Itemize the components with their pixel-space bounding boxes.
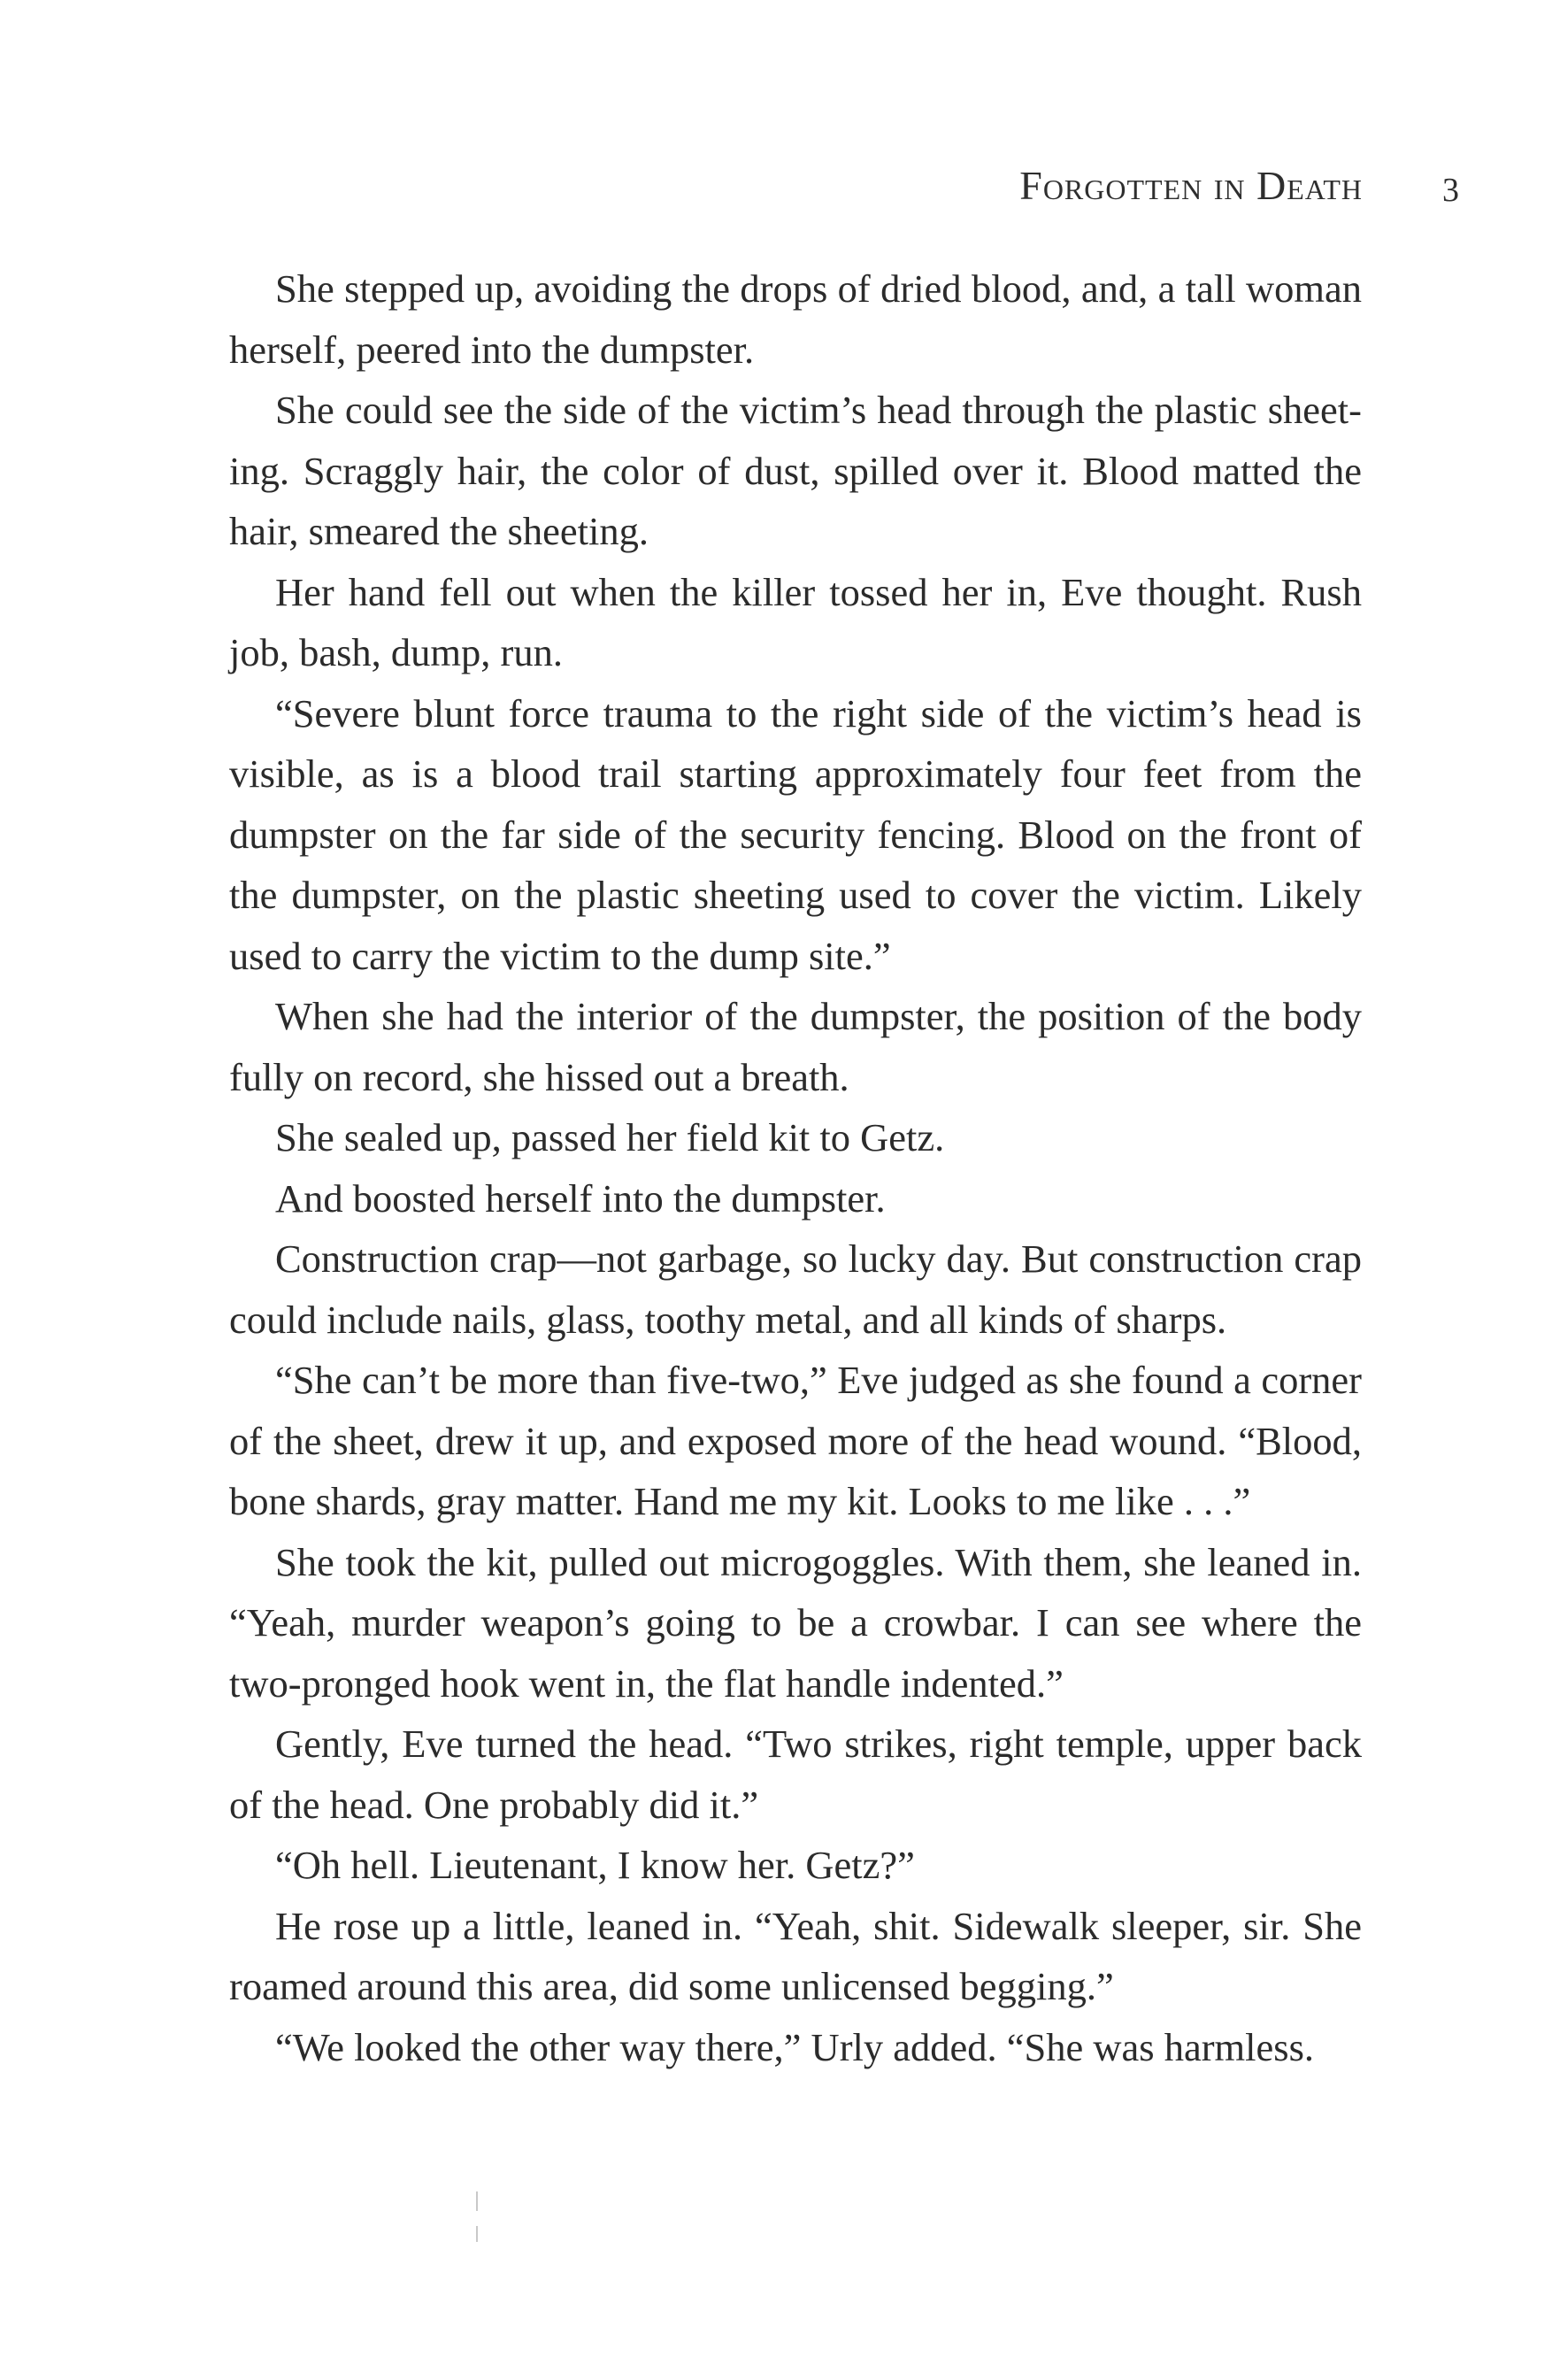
- running-head-title: Forgotten in Death: [1019, 163, 1363, 208]
- paragraph: “We looked the other way there,” Urly added. “She was harmless.: [275, 2024, 1315, 2069]
- paragraph: “Severe blunt force trauma to the right side of the victim’s head is visible, as is a blood trail starting approximately four feet from the dumpster on the far side of the security fencing. Blood on the front of the dumpster, on the plastic sheeting used to cover the victim. Likely used to carry the victim to the dump site.”: [229, 690, 1362, 978]
- paragraph: “Oh hell. Lieutenant, I know her. Getz?”: [275, 1843, 915, 1887]
- body-text: [229, 258, 1362, 2077]
- paragraph: He rose up a little, leaned in. “Yeah, shit. Sidewalk sleeper, sir. She roamed around this area, did some unlicensed begging.”: [229, 1903, 1362, 2008]
- paragraph: Her hand fell out when the killer tossed her in, Eve thought. Rush job, bash, dump, run.: [229, 569, 1362, 674]
- paragraph: She could see the side of the victim’s head through the plastic sheeting. Scraggly hair, the color of dust, spilled over it. Blood matted the hair, smeared the sheeting.: [229, 388, 1362, 553]
- paragraph: And boosted herself into the dumpster.: [275, 1175, 886, 1221]
- scan-artifact-line: [476, 2191, 478, 2211]
- paragraph: She sealed up, passed her field kit to Getz.: [275, 1115, 945, 1159]
- paragraph: When she had the interior of the dumpster, the position of the body fully on record, she hissed out a breath.: [229, 994, 1362, 1099]
- paragraph: She stepped up, avoiding the drops of dried blood, and, a tall woman herself, peered into the dumpster.: [229, 266, 1362, 372]
- paragraph: Gently, Eve turned the head. “Two strikes, right temple, upper back of the head. One probably did it.”: [229, 1721, 1362, 1827]
- paragraph: Construction crap—not garbage, so lucky day. But construction crap could include nails, glass, toothy metal, and all kinds of sharps.: [229, 1236, 1362, 1342]
- paragraph: “She can’t be more than five-two,” Eve judged as she found a corner of the sheet, drew it up, and exposed more of the head wound. “Blood, bone shards, gray matter. Hand me my kit. Looks to me like . . .”: [229, 1358, 1362, 1523]
- paragraph: She took the kit, pulled out microgoggles. With them, she leaned in. “Yeah, murder weapon’s going to be a crowbar. I can see where the two-pronged hook went in, the flat handle indented.”: [229, 1539, 1362, 1706]
- scan-artifact-line: [476, 2226, 478, 2242]
- page-number: 3: [1442, 172, 1459, 209]
